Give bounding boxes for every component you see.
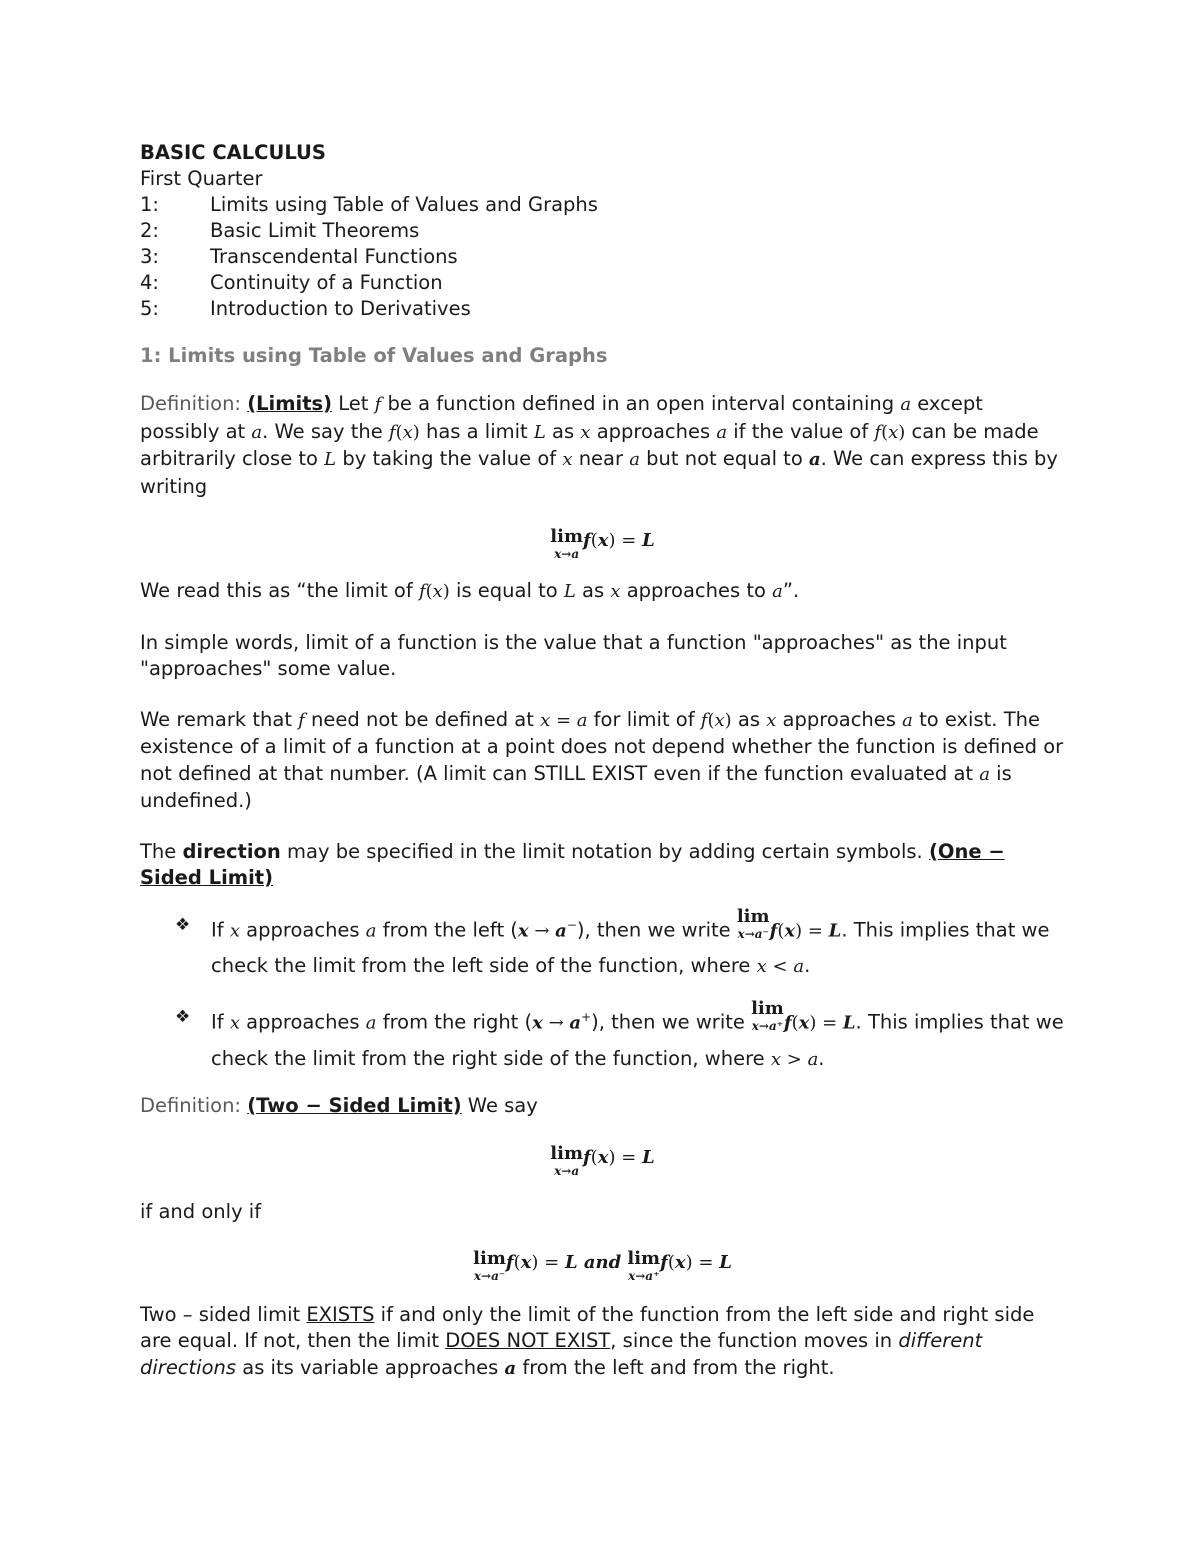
two-sided-explanation: Two – sided limit EXISTS if and only the limit of the function from the left side and right side are equal. If not, then the limit DOES NOT EXIST, since the function moves in different directions as its variable approaches a from the left and from the right. [140,1302,1035,1379]
diamond-star-icon: ❖ [175,1007,191,1027]
direction-text: The direction may be specified in the limit notation by adding certain symbols. (One − Sided Limit) [140,839,1005,889]
read-as-text: We read this as “the limit of f(x) is equal to L as x approaches to a”. [140,579,800,602]
list-item: ❖ If x approaches a from the right (x → a+), then we write lim x→a⁺ f(x) = L. This implies that we check the limit from the right side of the function, where x > a. [175,998,1064,1070]
document-title: BASIC CALCULUS [140,141,326,164]
one-sided-equality-formula: lim x→a⁻ f(x) = L and lim x→a⁺ f(x) = L [473,1247,732,1283]
simple-words-text: In simple words, limit of a function is the value that a function "approaches" as the input "approaches" some value. [140,630,1007,680]
toc-item: 5: Introduction to Derivatives [140,297,471,320]
remark-text: We remark that f need not be defined at x = a for limit of f(x) as x approaches a to exist. The existence of a limit of a function at a point does not depend whether the function is defined or not defined at that number. (A limit can STILL EXIST even if the function evaluated at a is undefined.) [140,707,1064,812]
toc-item: 4: Continuity of a Function [140,271,443,294]
two-sided-formula: lim x→a f(x) = L [550,1143,655,1178]
limit-definition: Definition: (Limits) Let f be a function defined in an open interval containing a except possibly at a. We say the f(x) has a limit L as x approaches a if the value of f(x) can be made arbitrarily close to L by taking the value of x near a but not equal to a. We can express this by writing [140,392,1058,498]
two-sided-definition: Definition: (Two − Sided Limit) We say [140,1093,538,1117]
table-of-contents [140,192,1065,322]
limit-formula: lim x→a f(x) = L [550,526,655,561]
document-page [140,140,1065,1382]
iff-text: if and only if [140,1200,262,1223]
diamond-star-icon: ❖ [175,914,191,935]
quarter-label: First Quarter [140,167,263,190]
toc-item: 3: Transcendental Functions [140,245,458,268]
toc-item: 2: Basic Limit Theorems [140,219,420,242]
toc-item: 1: Limits using Table of Values and Graphs [140,193,598,216]
one-sided-list [140,905,1065,1077]
section-heading: 1: Limits using Table of Values and Graphs [140,344,608,367]
list-item: ❖ If x approaches a from the left (x → a−), then we write lim x→a⁻ f(x) = L. This implies that we check the limit from the left side of the function, where x < a. [175,905,1050,977]
